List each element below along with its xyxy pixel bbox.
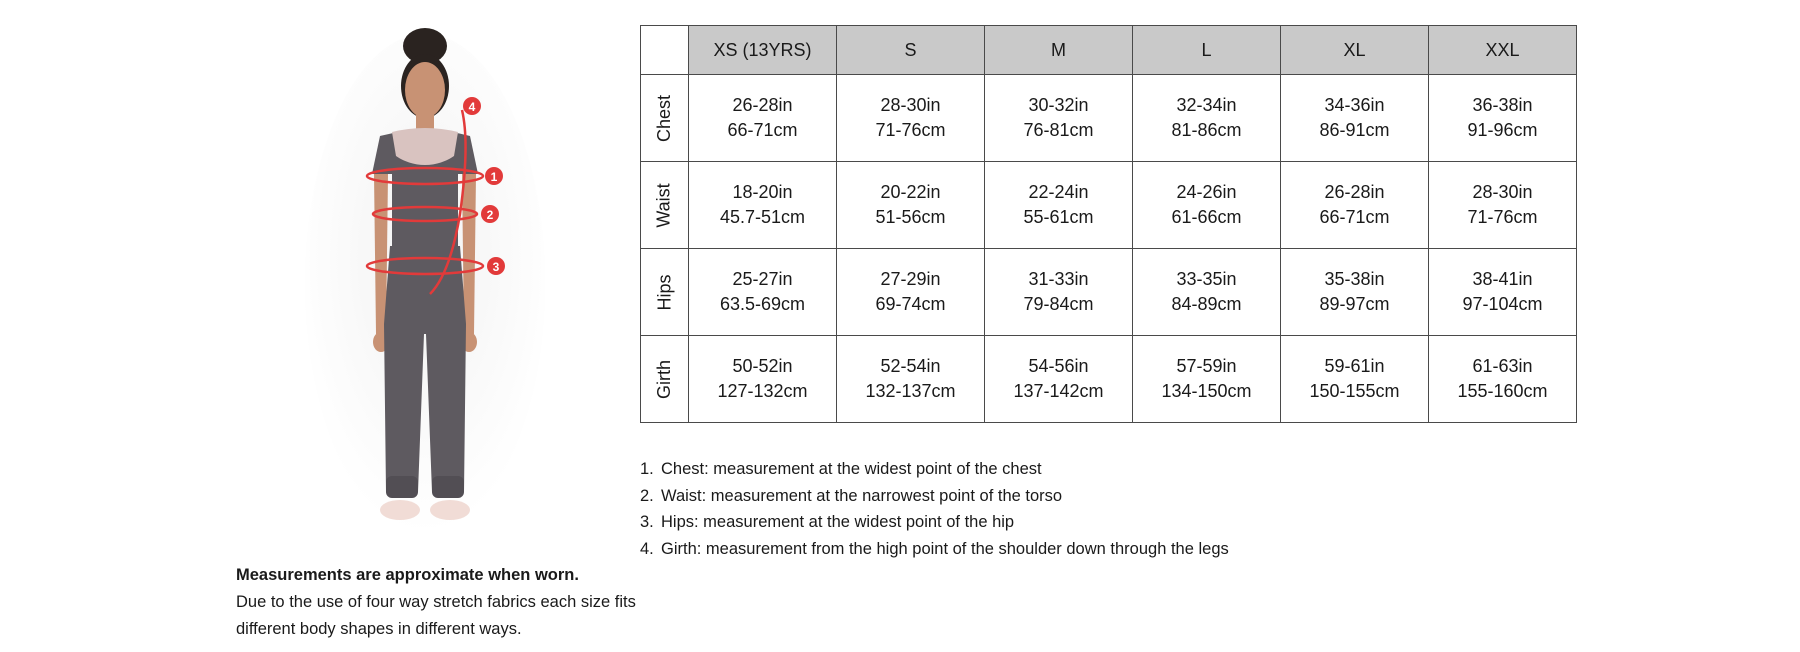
table-row-girth [641, 336, 1577, 423]
table-cell: 26-28in 66-71cm [1281, 162, 1429, 249]
size-header-xs: XS (13YRS) [689, 26, 837, 75]
size-header-row [641, 26, 1577, 75]
table-cell: 26-28in 66-71cm [689, 75, 837, 162]
size-chart-table [640, 25, 1577, 423]
table-cell: 22-24in 55-61cm [985, 162, 1133, 249]
size-header-m: M [985, 26, 1133, 75]
svg-text:4: 4 [468, 100, 476, 114]
definition-girth: 4. Girth: measurement from the high point of the shoulder down through the legs [640, 539, 1229, 558]
measurement-definitions [640, 456, 1229, 562]
definition-chest: 1. Chest: measurement at the widest point of the chest [640, 460, 1042, 478]
table-cell: 18-20in 45.7-51cm [689, 162, 837, 249]
svg-text:3: 3 [492, 260, 500, 274]
table-cell: 54-56in 137-142cm [985, 336, 1133, 423]
size-header-xxl: XXL [1429, 26, 1577, 75]
table-corner [641, 26, 689, 75]
table-cell: 52-54in 132-137cm [837, 336, 985, 423]
table-cell: 61-63in 155-160cm [1429, 336, 1577, 423]
marker-4 [463, 97, 481, 115]
fit-note-body: Due to the use of four way stretch fabrics each size fits different body shapes in different ways. [236, 593, 636, 638]
marker-3 [487, 257, 505, 275]
table-row-hips [641, 249, 1577, 336]
table-cell: 50-52in 127-132cm [689, 336, 837, 423]
table-cell: 34-36in 86-91cm [1281, 75, 1429, 162]
table-cell: 35-38in 89-97cm [1281, 249, 1429, 336]
fit-note-title: Measurements are approximate when worn. [236, 566, 579, 584]
row-label-waist: Waist [641, 162, 689, 249]
marker-2 [481, 205, 499, 223]
marker-1 [485, 167, 503, 185]
table-row-chest [641, 75, 1577, 162]
table-cell: 20-22in 51-56cm [837, 162, 985, 249]
svg-text:2: 2 [486, 208, 494, 222]
table-cell: 36-38in 91-96cm [1429, 75, 1577, 162]
table-cell: 57-59in 134-150cm [1133, 336, 1281, 423]
size-header-l: L [1133, 26, 1281, 75]
svg-text:1: 1 [490, 170, 498, 184]
table-cell: 24-26in 61-66cm [1133, 162, 1281, 249]
table-cell: 38-41in 97-104cm [1429, 249, 1577, 336]
model-illustration [300, 24, 550, 544]
table-cell: 32-34in 81-86cm [1133, 75, 1281, 162]
definition-hips: 3. Hips: measurement at the widest point of the hip [640, 513, 1015, 531]
table-row-waist [641, 162, 1577, 249]
row-label-chest: Chest [641, 75, 689, 162]
table-cell: 25-27in 63.5-69cm [689, 249, 837, 336]
size-header-s: S [837, 26, 985, 75]
fit-note [236, 562, 636, 643]
table-cell: 33-35in 84-89cm [1133, 249, 1281, 336]
table-cell: 28-30in 71-76cm [837, 75, 985, 162]
table-cell: 59-61in 150-155cm [1281, 336, 1429, 423]
table-cell: 27-29in 69-74cm [837, 249, 985, 336]
model-figure [300, 24, 550, 544]
table-cell: 30-32in 76-81cm [985, 75, 1133, 162]
table-cell: 31-33in 79-84cm [985, 249, 1133, 336]
row-label-girth: Girth [641, 336, 689, 423]
definition-waist: 2. Waist: measurement at the narrowest point of the torso [640, 486, 1063, 505]
size-header-xl: XL [1281, 26, 1429, 75]
table-cell: 28-30in 71-76cm [1429, 162, 1577, 249]
row-label-hips: Hips [641, 249, 689, 336]
